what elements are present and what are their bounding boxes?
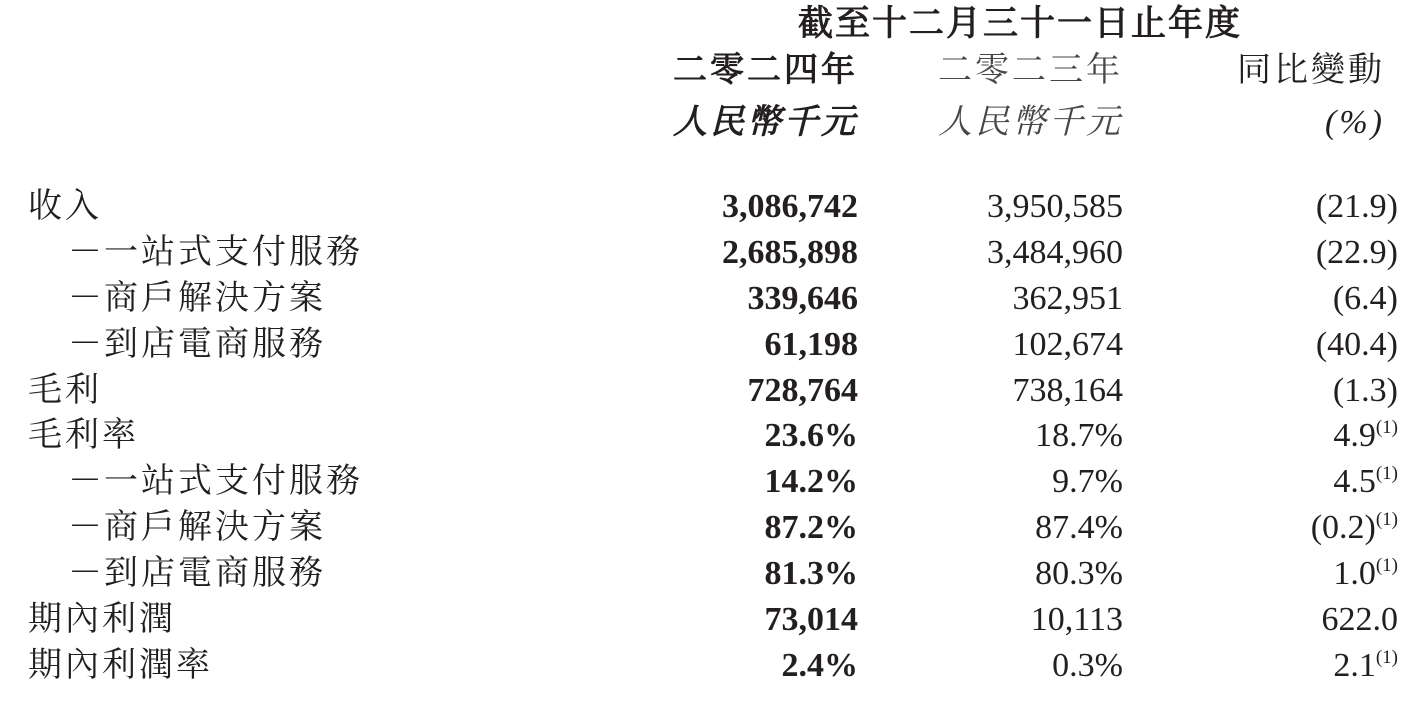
row-label <box>68 551 326 597</box>
row-dash: － <box>68 555 105 593</box>
value-2023: 10,113 <box>1030 601 1123 639</box>
value-yoy-text: (40.4) <box>1315 325 1398 363</box>
value-2024: 73,014 <box>764 601 858 639</box>
footnote-marker: (1) <box>1375 646 1398 668</box>
value-2024: 61,198 <box>764 325 858 363</box>
value-2024: 81.3% <box>764 555 858 593</box>
row-dash: － <box>68 279 105 317</box>
column-unit: (%) <box>1325 104 1385 141</box>
table-row <box>0 459 1426 505</box>
value-yoy-text: 4.5 <box>1333 463 1376 501</box>
period-header: 截至十二月三十一日止年度 <box>797 4 1242 43</box>
value-2024: 14.2% <box>764 463 858 501</box>
value-2024: 87.2% <box>764 509 858 547</box>
footnote-marker: (1) <box>1375 417 1398 439</box>
value-2023: 362,951 <box>1012 279 1123 317</box>
row-label <box>68 276 326 322</box>
value-yoy-text: (1.3) <box>1332 371 1398 409</box>
row-label <box>68 459 363 505</box>
footnote-marker: (1) <box>1375 509 1398 531</box>
column-year: 二零二四年 <box>673 52 858 89</box>
column-year: 二零二三年 <box>938 52 1123 89</box>
value-2023: 18.7% <box>1035 417 1123 455</box>
table-row <box>0 643 1426 689</box>
value-2024: 2,685,898 <box>722 233 858 271</box>
value-yoy-change <box>1322 597 1399 643</box>
column-unit: 人民幣千元 <box>673 104 858 141</box>
value-yoy-change <box>1333 413 1398 459</box>
value-yoy-change <box>1316 322 1398 368</box>
value-2024: 728,764 <box>747 371 858 409</box>
table-row <box>0 276 1426 322</box>
value-2023: 0.3% <box>1052 646 1123 684</box>
value-2023: 738,164 <box>1012 371 1123 409</box>
value-yoy-text: 1.0 <box>1333 555 1376 593</box>
column-header-yoy-change <box>1165 48 1385 148</box>
column-year: 同比變動 <box>1237 52 1385 89</box>
row-label-text: 期內利潤率 <box>28 646 213 684</box>
value-yoy-change <box>1316 184 1398 230</box>
value-yoy-text: (6.4) <box>1332 279 1398 317</box>
value-yoy-change <box>1333 643 1398 689</box>
row-label-text: 商戶解決方案 <box>104 279 326 317</box>
row-dash: － <box>68 233 105 271</box>
table-row <box>0 184 1426 230</box>
value-yoy-change <box>1333 551 1398 597</box>
value-2023: 102,674 <box>1012 325 1123 363</box>
value-2023: 3,950,585 <box>987 188 1123 225</box>
row-label-text: 商戶解決方案 <box>104 509 326 547</box>
row-label-text: 毛利率 <box>28 417 139 455</box>
value-yoy-text: 4.9 <box>1333 417 1376 455</box>
row-label-text: 一站式支付服務 <box>104 463 363 501</box>
value-yoy-change <box>1316 230 1398 276</box>
table-body <box>0 184 1426 689</box>
row-dash: － <box>68 509 105 547</box>
value-2023: 87.4% <box>1035 509 1123 547</box>
value-yoy-text: 622.0 <box>1321 601 1398 639</box>
row-label <box>68 230 363 276</box>
row-label <box>68 322 326 368</box>
table-row <box>0 551 1426 597</box>
row-label-text: 到店電商服務 <box>104 555 326 593</box>
row-label-text: 收入 <box>28 188 102 225</box>
row-dash: － <box>68 463 105 501</box>
row-label <box>28 597 176 643</box>
value-yoy-change <box>1333 368 1398 414</box>
table-row <box>0 597 1426 643</box>
row-label <box>68 505 326 551</box>
value-yoy-text: (0.2) <box>1310 509 1376 547</box>
table-row <box>0 322 1426 368</box>
row-label <box>28 413 139 459</box>
value-2023: 3,484,960 <box>987 233 1123 271</box>
row-label <box>28 643 213 689</box>
value-yoy-text: (22.9) <box>1315 233 1398 271</box>
row-label <box>28 184 102 230</box>
row-label-text: 期內利潤 <box>28 601 176 639</box>
value-yoy-change <box>1333 459 1398 505</box>
value-2023: 9.7% <box>1052 463 1123 501</box>
row-label-text: 毛利 <box>28 371 102 409</box>
value-2024: 23.6% <box>764 417 858 455</box>
value-2024: 2.4% <box>781 646 858 684</box>
table-row <box>0 413 1426 459</box>
row-label-text: 到店電商服務 <box>104 325 326 363</box>
value-yoy-change <box>1311 505 1398 551</box>
value-yoy-text: (21.9) <box>1315 188 1398 225</box>
row-label-text: 一站式支付服務 <box>104 233 363 271</box>
table-row <box>0 230 1426 276</box>
value-2024: 339,646 <box>747 279 858 317</box>
row-label <box>28 368 102 414</box>
column-header-2023 <box>903 48 1123 148</box>
column-header-2024 <box>638 48 858 148</box>
value-yoy-text: 2.1 <box>1333 646 1376 684</box>
value-2024: 3,086,742 <box>722 188 858 225</box>
value-2023: 80.3% <box>1035 555 1123 593</box>
table-row <box>0 368 1426 414</box>
table-row <box>0 505 1426 551</box>
value-yoy-change <box>1333 276 1398 322</box>
footnote-marker: (1) <box>1375 463 1398 485</box>
column-unit: 人民幣千元 <box>938 104 1123 141</box>
row-dash: － <box>68 325 105 363</box>
footnote-marker: (1) <box>1375 555 1398 577</box>
